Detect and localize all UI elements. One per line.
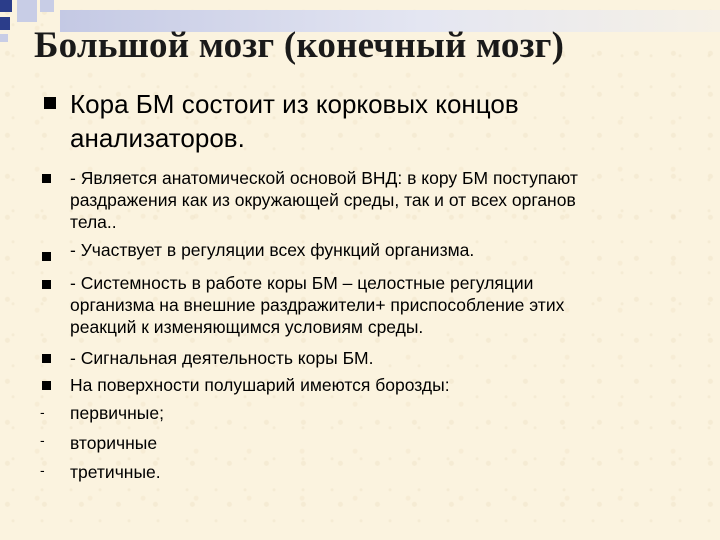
main-point-line: анализаторов. [70, 123, 245, 153]
square-bullet-icon [42, 252, 51, 261]
slide-title: Большой мозг (конечный мозг) [34, 25, 565, 66]
decor-square-dark [0, 0, 12, 12]
square-bullet-icon [44, 97, 56, 109]
list-item-line: - Участвует в регуляции всех функций организма. [70, 240, 475, 260]
decor-square-light [40, 0, 54, 12]
list-item [70, 374, 450, 396]
main-point-line: Кора БМ состоит из корковых концов [70, 89, 519, 119]
square-bullet-icon [42, 280, 51, 289]
list-item-line: - Является анатомической основой ВНД: в кору БМ поступают [70, 168, 578, 188]
decor-square-dark [0, 17, 10, 30]
sub-list-item: первичные; [70, 403, 164, 423]
list-item-line: - Системность в работе коры БМ – целостные регуляции [70, 273, 534, 293]
list-item-line: На поверхности полушарий имеются борозды: [70, 375, 450, 395]
dash-marker: - [40, 462, 45, 478]
list-item-line: реакций к изменяющимся условиям среды. [70, 317, 424, 337]
main-point [70, 87, 519, 155]
square-bullet-icon [42, 174, 51, 183]
list-item [70, 167, 578, 233]
square-bullet-icon [42, 354, 51, 363]
square-bullet-icon [42, 381, 51, 390]
list-item [70, 272, 564, 338]
list-item-line: тела.. [70, 212, 117, 232]
decor-square-light [0, 34, 8, 42]
sub-list-item: вторичные [70, 433, 158, 453]
list-item-line: раздражения как из окружающей среды, так и от всех органов [70, 190, 576, 210]
dash-marker: - [40, 432, 45, 448]
decor-square-light [17, 0, 37, 22]
list-item-line: организма на внешние раздражители+ приспособление этих [70, 295, 565, 315]
list-item-line: - Сигнальная деятельность коры БМ. [70, 348, 374, 368]
dash-marker: - [40, 404, 45, 420]
list-item [70, 239, 474, 261]
list-item [70, 347, 374, 369]
sub-list-item: третичные. [70, 462, 161, 482]
